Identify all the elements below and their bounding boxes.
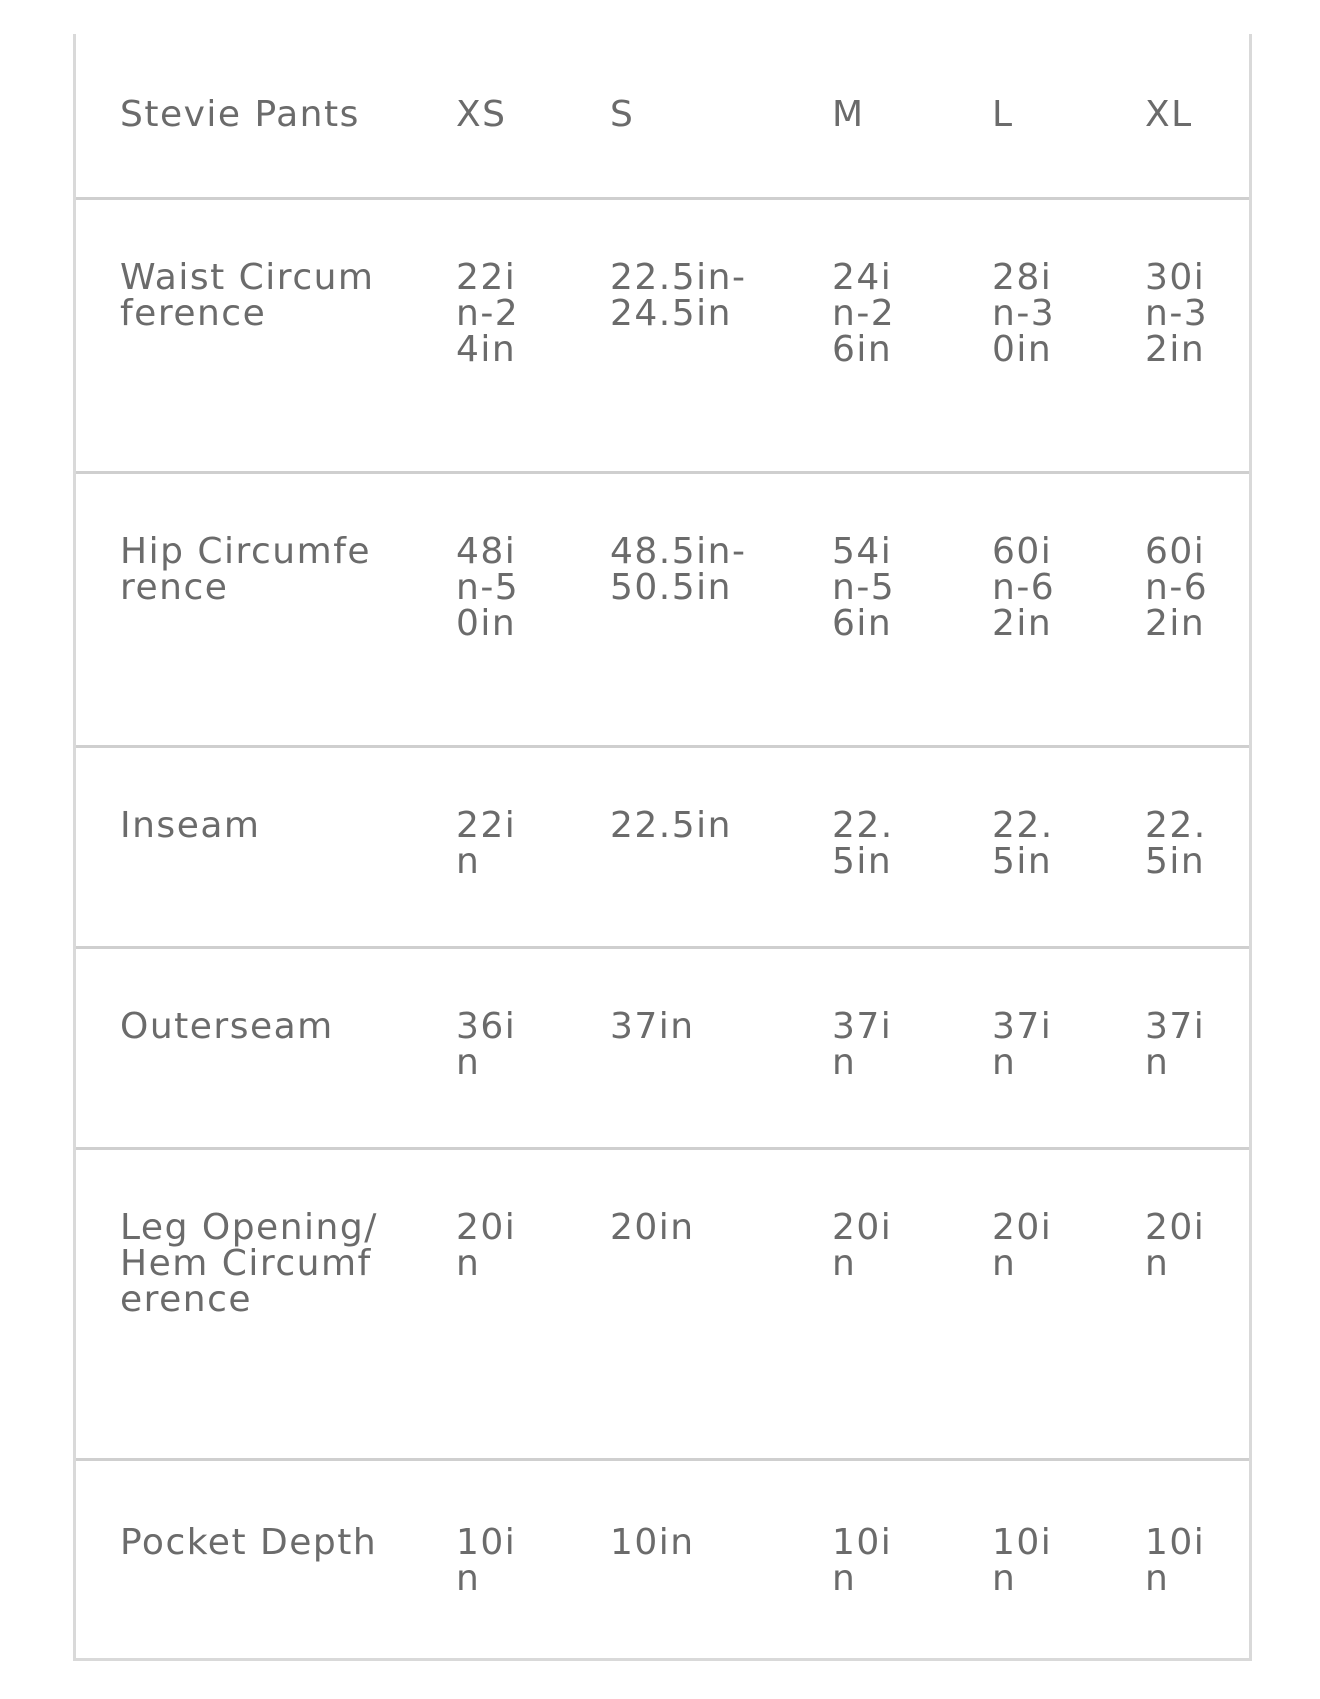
table-row <box>76 474 1249 748</box>
size-header-xl: XL <box>1145 94 1193 135</box>
row-value: 10in <box>456 1522 517 1599</box>
table-row <box>76 200 1249 474</box>
table-title: Stevie Pants <box>120 94 360 135</box>
row-value: 10in <box>832 1522 893 1599</box>
row-value: 20in <box>610 1207 695 1248</box>
row-value: 37in <box>832 1006 893 1083</box>
row-value: 37in <box>1145 1006 1206 1083</box>
table-row <box>76 1461 1249 1658</box>
table-row <box>76 748 1249 949</box>
row-label: Outerseam <box>120 1006 334 1047</box>
row-value: 20in <box>456 1207 517 1284</box>
row-value: 20in <box>832 1207 893 1284</box>
row-value: 60in-62in <box>992 531 1056 644</box>
row-value: 36in <box>456 1006 517 1083</box>
size-header-s: S <box>610 94 635 135</box>
row-value: 10in <box>992 1522 1053 1599</box>
size-header-m: M <box>832 94 865 135</box>
row-value: 48in-50in <box>456 531 520 644</box>
row-value: 22.5in-24.5in <box>610 257 747 334</box>
row-value: 22.5in <box>992 805 1054 882</box>
size-header-xs: XS <box>456 94 507 135</box>
row-value: 54in-56in <box>832 531 896 644</box>
size-header-l: L <box>992 94 1014 135</box>
row-label: Inseam <box>120 805 261 846</box>
row-value: 28in-30in <box>992 257 1056 370</box>
row-label: Leg Opening/Hem Circumference <box>120 1207 378 1320</box>
row-value: 20in <box>1145 1207 1206 1284</box>
row-value: 22.5in <box>610 805 732 846</box>
table-row <box>76 1150 1249 1461</box>
row-value: 24in-26in <box>832 257 896 370</box>
row-value: 22in <box>456 805 517 882</box>
row-value: 37in <box>610 1006 695 1047</box>
header-row <box>76 34 1249 200</box>
row-value: 37in <box>992 1006 1053 1083</box>
row-value: 48.5in-50.5in <box>610 531 747 608</box>
row-label: Pocket Depth <box>120 1522 378 1563</box>
size-chart-table <box>73 34 1252 1661</box>
row-value: 10in <box>610 1522 695 1563</box>
row-value: 22.5in <box>1145 805 1207 882</box>
row-value: 22.5in <box>832 805 894 882</box>
row-value: 22in-24in <box>456 257 520 370</box>
table-row <box>76 949 1249 1150</box>
row-value: 10in <box>1145 1522 1206 1599</box>
row-value: 30in-32in <box>1145 257 1209 370</box>
row-label: Hip Circumference <box>120 531 372 608</box>
row-value: 60in-62in <box>1145 531 1209 644</box>
row-value: 20in <box>992 1207 1053 1284</box>
row-label: Waist Circumference <box>120 257 375 334</box>
